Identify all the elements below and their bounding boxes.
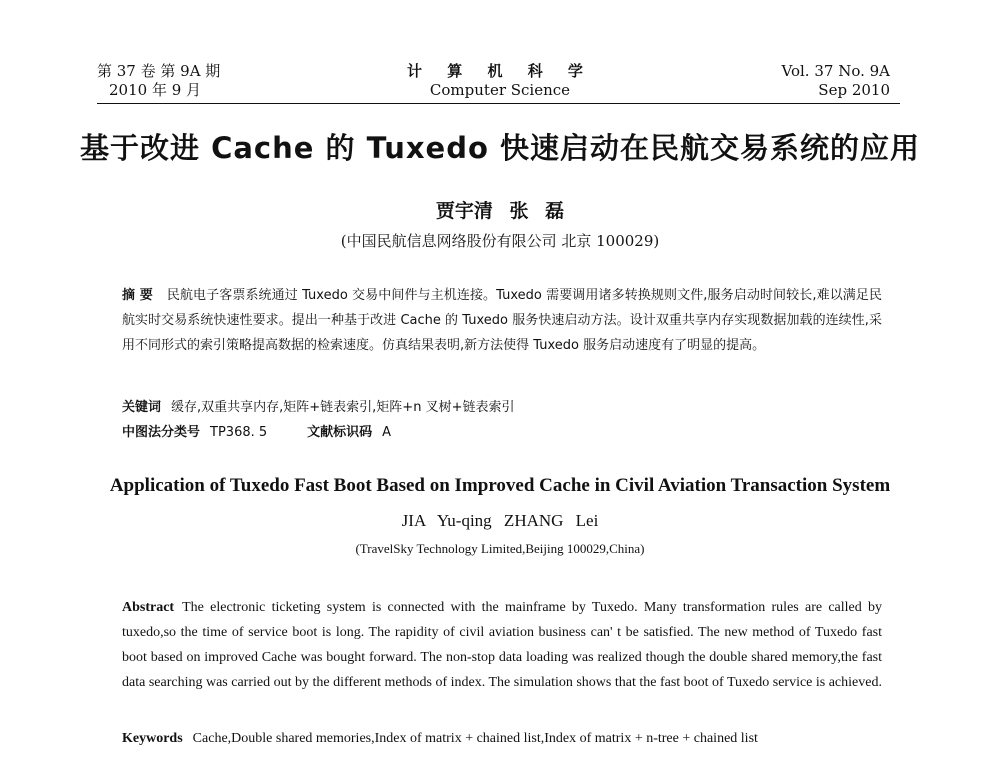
- affiliation-en: (TravelSky Technology Limited,Beijing 100029,China): [355, 541, 645, 556]
- abstract-en-label: Abstract: [122, 600, 175, 615]
- doc-code-value: A: [382, 425, 392, 440]
- abstract-en-text: The electronic ticketing system is connected with the mainframe by Tuxedo. Many transformation rules are called by tuxedo,so the time of service boot is long. The rapidity of civil aviation business can' t be satisfied. The new method of Tuxedo fast boot based on improved Cache was bought forward. The non-stop data loading was realized though the double shared memory,the fast data searching was carried out by the different methods of index. The simulation shows that the fast boot of Tuxedo service is achieved.: [122, 600, 882, 690]
- abstract-en: [122, 595, 882, 695]
- volume-issue: 第 37 卷 第 9A 期: [97, 62, 221, 80]
- abstract-cn-text: 民航电子客票系统通过 Tuxedo 交易中间件与主机连接。Tuxedo 需要调用诸多转换规则文件,服务启动时间较长,难以满足民航实时交易系统快速性要求。提出一种基于改进 Cache 的 Tuxedo 服务快速启动方法。设计双重共享内存实现数据加载的连续性,采用不同形式的索引策略提高数据的检索速度。仿真结果表明,新方法使得 Tuxedo 服务启动速度有了明显的提高。: [122, 288, 882, 353]
- issue-info: [97, 62, 220, 100]
- authors-cn: 贾宇清 张 磊: [435, 200, 565, 222]
- issue-info-en: [782, 62, 890, 100]
- journal-name-cn: 计 算 机 科 学: [407, 62, 593, 80]
- volume-issue-en: Vol. 37 No. 9A: [781, 62, 890, 80]
- affiliation-cn: (中国民航信息网络股份有限公司 北京 100029): [340, 232, 660, 250]
- keywords-cn-text: 缓存,双重共享内存,矩阵+链表索引,矩阵+n 叉树+链表索引: [171, 400, 515, 415]
- paper-title-cn: 基于改进 Cache 的 Tuxedo 快速启动在民航交易系统的应用: [79, 131, 921, 165]
- paper-title-en: Application of Tuxedo Fast Boot Based on Improved Cache in Civil Aviation Transaction System: [109, 475, 891, 496]
- authors-en: JIA Yu-qing ZHANG Lei: [401, 511, 599, 530]
- clc-label: 中图法分类号: [122, 425, 201, 440]
- journal-name-en: Computer Science: [429, 81, 571, 99]
- issue-date: 2010 年 9 月: [109, 81, 202, 99]
- keywords-en: [122, 731, 882, 747]
- clc-value: TP368. 5: [210, 425, 268, 440]
- journal-name: [400, 62, 600, 100]
- keywords-cn-label: 关键词: [122, 400, 162, 415]
- keywords-en-text: Cache,Double shared memories,Index of matrix + chained list,Index of matrix + n-tree + chained list: [192, 731, 758, 746]
- classification-cn: [122, 421, 882, 440]
- issue-date-en: Sep 2010: [818, 81, 890, 99]
- abstract-cn-label: 摘 要: [122, 288, 153, 303]
- header-rule: [97, 103, 900, 104]
- abstract-cn: [122, 283, 882, 358]
- keywords-cn: [122, 396, 882, 415]
- keywords-en-label: Keywords: [122, 731, 183, 746]
- doc-code-label: 文献标识码: [307, 425, 373, 440]
